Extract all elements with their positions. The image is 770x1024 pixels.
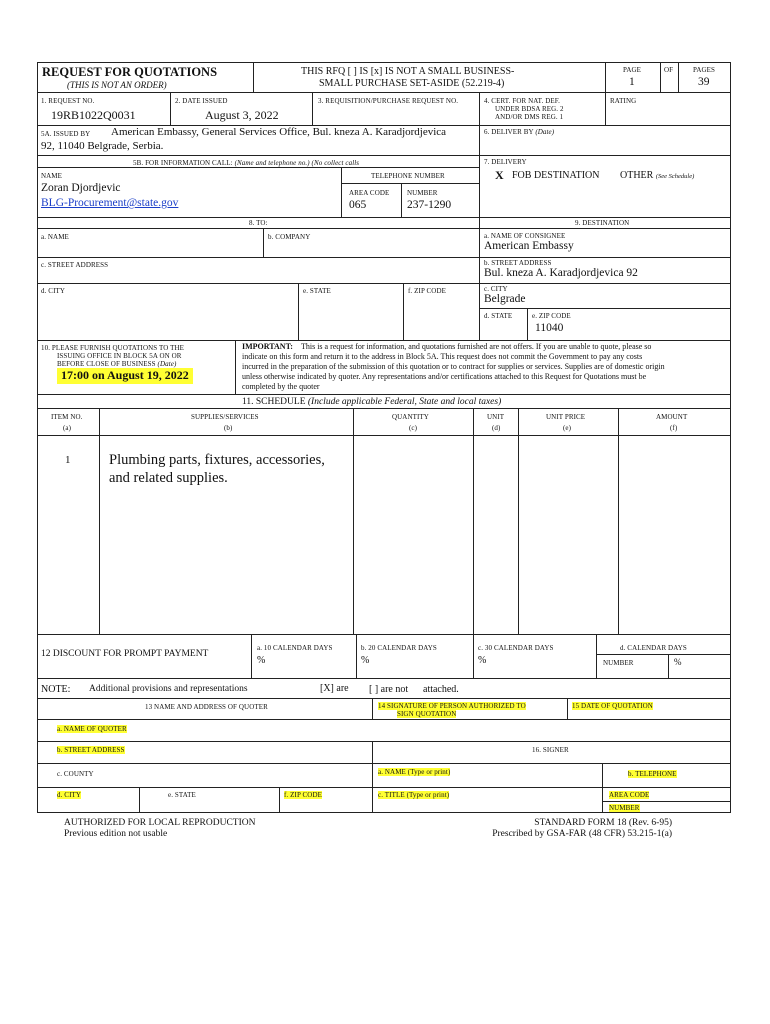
divider bbox=[37, 92, 731, 93]
furnish-line1: 10. PLEASE FURNISH QUOTATIONS TO THE bbox=[41, 344, 185, 352]
quoter-name-label[interactable]: a. NAME OF QUOTER bbox=[57, 725, 127, 733]
date-issued-label: 2. DATE ISSUED bbox=[175, 97, 228, 105]
col-unit-sub: (d) bbox=[492, 424, 501, 432]
divider bbox=[596, 654, 731, 655]
footer-right bbox=[472, 818, 672, 840]
to-name-label: a. NAME bbox=[41, 233, 69, 241]
divider bbox=[139, 787, 140, 812]
item-description: Plumbing parts, fixtures, accessories, and related supplies. bbox=[109, 452, 325, 486]
issued-by-line1: American Embassy, General Services Office, Bul. kneza A. Karadjordjevica bbox=[111, 126, 447, 138]
cert-label-line1: 4. CERT. FOR NAT. DEF. bbox=[484, 97, 561, 105]
quoter-city-label[interactable]: d. CITY bbox=[57, 791, 82, 799]
to-city-label: d. CITY bbox=[41, 287, 66, 295]
pages-value: 39 bbox=[698, 76, 710, 88]
divider bbox=[235, 340, 236, 394]
divider bbox=[37, 741, 731, 742]
to-zip-label: f. ZIP CODE bbox=[408, 287, 446, 295]
date-issued-value[interactable]: August 3, 2022 bbox=[205, 108, 279, 122]
border-right bbox=[730, 62, 731, 813]
other-label: OTHER (See Schedule) bbox=[620, 170, 695, 181]
divider bbox=[263, 228, 264, 257]
discount-number-label: NUMBER bbox=[603, 659, 634, 667]
page-value: 1 bbox=[629, 76, 635, 88]
divider bbox=[596, 634, 597, 678]
divider bbox=[37, 283, 731, 284]
divider bbox=[37, 787, 731, 788]
divider bbox=[37, 719, 731, 720]
divider bbox=[403, 283, 404, 340]
consignee-label: a. NAME OF CONSIGNEE bbox=[484, 232, 566, 240]
divider bbox=[341, 183, 479, 184]
divider bbox=[37, 763, 731, 764]
divider bbox=[279, 787, 280, 812]
divider bbox=[99, 408, 100, 634]
rfq-set-aside-line2: SMALL PURCHASE SET-ASIDE (52.219-4) bbox=[319, 78, 505, 89]
form-subtitle: (THIS IS NOT AN ORDER) bbox=[67, 80, 167, 90]
discount-custom-pct[interactable]: % bbox=[674, 657, 682, 667]
note-attached: attached. bbox=[423, 684, 459, 695]
signer-telephone-label[interactable]: b. TELEPHONE bbox=[628, 770, 677, 778]
note-text: Additional provisions and representations bbox=[89, 684, 248, 694]
signer-name-label[interactable]: a. NAME (Type or print) bbox=[378, 768, 451, 776]
dest-city-label: c. CITY bbox=[484, 285, 508, 293]
of-label: OF bbox=[664, 66, 674, 74]
signer-area-code-label[interactable]: AREA CODE bbox=[609, 791, 650, 799]
divider bbox=[618, 408, 619, 634]
divider bbox=[37, 394, 731, 395]
cert-label-line3: AND/OR DMS REG. 1 bbox=[495, 113, 564, 121]
divider bbox=[253, 62, 254, 92]
divider bbox=[37, 228, 731, 229]
discount-20-days: b. 20 CALENDAR DAYS bbox=[361, 644, 437, 652]
divider bbox=[479, 308, 731, 309]
divider bbox=[602, 801, 731, 802]
quote-deadline: 17:00 on August 19, 2022 bbox=[57, 368, 193, 384]
rating-label: RATING bbox=[610, 97, 637, 105]
contact-email-link[interactable]: BLG-Procurement@state.gov bbox=[41, 197, 179, 209]
divider bbox=[660, 62, 661, 92]
note-are-not-checkbox[interactable]: [ ] are not bbox=[369, 684, 409, 695]
discount-30-pct[interactable]: % bbox=[478, 655, 487, 666]
col-quantity: QUANTITY bbox=[392, 413, 429, 421]
signature-label-line2[interactable]: SIGN QUOTATION bbox=[397, 710, 457, 718]
divider bbox=[37, 155, 731, 156]
info-call-label: 5B. FOR INFORMATION CALL: (Name and telephone no.) (No collect calls bbox=[133, 159, 360, 167]
divider bbox=[527, 308, 528, 340]
col-amount: AMOUNT bbox=[656, 413, 688, 421]
divider bbox=[479, 155, 480, 217]
divider bbox=[37, 634, 731, 635]
to-company-label: b. COMPANY bbox=[268, 233, 311, 241]
dest-zip-label: e. ZIP CODE bbox=[532, 312, 571, 320]
signer-number-label[interactable]: NUMBER bbox=[609, 804, 640, 812]
signer-label: 16. SIGNER bbox=[532, 746, 569, 754]
divider bbox=[37, 698, 731, 699]
dest-zip-value: 11040 bbox=[535, 322, 564, 334]
important-label: IMPORTANT: bbox=[242, 342, 293, 351]
area-code-label: AREA CODE bbox=[349, 189, 390, 197]
rfq-set-aside-line1: THIS RFQ [ ] IS [x] IS NOT A SMALL BUSINESS- bbox=[301, 66, 515, 77]
cert-label-line2: UNDER BDSA REG. 2 bbox=[495, 105, 564, 113]
divider bbox=[372, 741, 373, 812]
quoter-street-label[interactable]: b. STREET ADDRESS bbox=[57, 746, 125, 754]
rfq-form bbox=[37, 62, 731, 813]
divider bbox=[678, 62, 679, 92]
col-quantity-sub: (c) bbox=[409, 424, 418, 432]
divider bbox=[37, 340, 731, 341]
col-supplies: SUPPLIES/SERVICES bbox=[191, 413, 259, 421]
footer-left bbox=[64, 818, 256, 840]
delivery-label: 7. DELIVERY bbox=[484, 158, 527, 166]
divider bbox=[37, 678, 731, 679]
divider bbox=[37, 257, 731, 258]
to-street-label: c. STREET ADDRESS bbox=[41, 261, 109, 269]
border-bottom bbox=[37, 812, 731, 813]
divider bbox=[298, 283, 299, 340]
divider bbox=[518, 408, 519, 634]
divider bbox=[356, 634, 357, 678]
area-code-value: 065 bbox=[349, 199, 367, 211]
request-no-label: 1. REQUEST NO. bbox=[41, 97, 95, 105]
contact-name-label: NAME bbox=[41, 172, 63, 180]
dest-street-label: b. STREET ADDRESS bbox=[484, 259, 552, 267]
divider bbox=[312, 92, 313, 125]
col-unit-price-sub: (e) bbox=[563, 424, 572, 432]
request-no-value[interactable]: 19RB1022Q0031 bbox=[51, 108, 136, 122]
col-amount-sub: (f) bbox=[670, 424, 678, 432]
furnish-line2: ISSUING OFFICE IN BLOCK 5A ON OR bbox=[57, 352, 182, 360]
discount-10-days: a. 10 CALENDAR DAYS bbox=[257, 644, 333, 652]
divider bbox=[37, 408, 731, 409]
border-top bbox=[37, 62, 731, 63]
divider bbox=[479, 92, 480, 155]
deliver-by-label: 6. DELIVER BY (Date) bbox=[484, 128, 555, 136]
divider bbox=[37, 435, 731, 436]
dest-street-value: Bul. kneza A. Karadjordjevica 92 bbox=[484, 267, 638, 279]
issued-by-label: 5A. ISSUED BY bbox=[41, 130, 91, 138]
contact-name-value: Zoran Djordjevic bbox=[41, 182, 121, 194]
item-number: 1 bbox=[65, 454, 71, 466]
col-unit-price: UNIT PRICE bbox=[546, 413, 586, 421]
footer-edition: Previous edition not usable bbox=[64, 829, 168, 839]
important-notice: IMPORTANT: This is a request for information, and quotations furnished are not offers. If you are unable to quote, please so indicate on this form and return it to the address in Block 5A. This request does not commit the Government to pay any costs incurred in the preparation of the submission of this quotation or to contract for supplies or services. Supplies are of domestic origin unless otherwise indicated by quoter. Any representations and/or certifications attached to this Request for Quotations must be completed by the quoter bbox=[242, 342, 665, 391]
border-left bbox=[37, 62, 38, 813]
signature-label-line1: 14 SIGNATURE OF PERSON AUTHORIZED TO bbox=[378, 702, 526, 710]
quoter-zip-label[interactable]: f. ZIP CODE bbox=[284, 791, 322, 799]
discount-20-pct[interactable]: % bbox=[361, 655, 370, 666]
quoter-county-label[interactable]: c. COUNTY bbox=[57, 770, 94, 778]
phone-number-value: 237-1290 bbox=[407, 199, 452, 211]
discount-label: 12 DISCOUNT FOR PROMPT PAYMENT bbox=[41, 649, 209, 659]
discount-calendar-days: d. CALENDAR DAYS bbox=[620, 644, 687, 652]
signer-title-label[interactable]: c. TITLE (Type or print) bbox=[378, 791, 450, 799]
divider bbox=[479, 217, 480, 340]
consignee-value: American Embassy bbox=[484, 240, 574, 252]
divider bbox=[37, 167, 479, 168]
divider bbox=[341, 167, 342, 217]
col-supplies-sub: (b) bbox=[224, 424, 233, 432]
dest-state-label: d. STATE bbox=[484, 312, 513, 320]
quoter-state-label[interactable]: e. STATE bbox=[168, 791, 196, 799]
discount-10-pct[interactable]: % bbox=[257, 655, 266, 666]
footer-standard-form: STANDARD FORM 18 (Rev. 6-95) bbox=[534, 818, 672, 828]
to-label: 8. TO: bbox=[249, 219, 268, 227]
destination-label: 9. DESTINATION bbox=[575, 219, 630, 227]
fob-destination-label: FOB DESTINATION bbox=[512, 170, 600, 181]
col-item-no-sub: (a) bbox=[63, 424, 72, 432]
divider bbox=[170, 92, 171, 125]
footer-prescribed-by: Prescribed by GSA-FAR (48 CFR) 53.215-1(a) bbox=[492, 829, 672, 839]
col-item-no: ITEM NO. bbox=[51, 413, 83, 421]
requisition-label: 3. REQUISITION/PURCHASE REQUEST NO. bbox=[318, 97, 459, 105]
fob-destination-checkbox[interactable]: X bbox=[495, 168, 504, 182]
divider bbox=[251, 634, 252, 678]
col-unit: UNIT bbox=[487, 413, 505, 421]
divider bbox=[401, 183, 402, 217]
divider bbox=[605, 62, 606, 92]
pages-label: PAGES bbox=[693, 66, 716, 74]
number-label: NUMBER bbox=[407, 189, 438, 197]
note-are-checkbox[interactable]: [X] are bbox=[320, 683, 349, 694]
divider bbox=[668, 654, 669, 678]
divider bbox=[473, 634, 474, 678]
note-label: NOTE: bbox=[41, 684, 71, 695]
form-title: REQUEST FOR QUOTATIONS bbox=[42, 65, 218, 79]
divider bbox=[473, 408, 474, 634]
page-label: PAGE bbox=[623, 66, 642, 74]
date-of-quotation-label[interactable]: 15 DATE OF QUOTATION bbox=[572, 702, 653, 710]
divider bbox=[353, 408, 354, 634]
divider bbox=[567, 698, 568, 719]
discount-30-days: c. 30 CALENDAR DAYS bbox=[478, 644, 554, 652]
to-state-label: e. STATE bbox=[303, 287, 331, 295]
divider bbox=[37, 217, 731, 218]
furnish-line3: BEFORE CLOSE OF BUSINESS (Date) bbox=[57, 360, 177, 368]
schedule-title: 11. SCHEDULE (Include applicable Federal, State and local taxes) bbox=[242, 397, 502, 407]
issued-by-line2: 92, 11040 Belgrade, Serbia. bbox=[41, 140, 164, 152]
divider bbox=[605, 92, 606, 125]
footer-reproduction: AUTHORIZED FOR LOCAL REPRODUCTION bbox=[64, 818, 256, 828]
divider bbox=[372, 698, 373, 719]
dest-city-value: Belgrade bbox=[484, 293, 526, 305]
telephone-label: TELEPHONE NUMBER bbox=[371, 172, 445, 180]
quoter-address-label: 13 NAME AND ADDRESS OF QUOTER bbox=[145, 703, 268, 711]
